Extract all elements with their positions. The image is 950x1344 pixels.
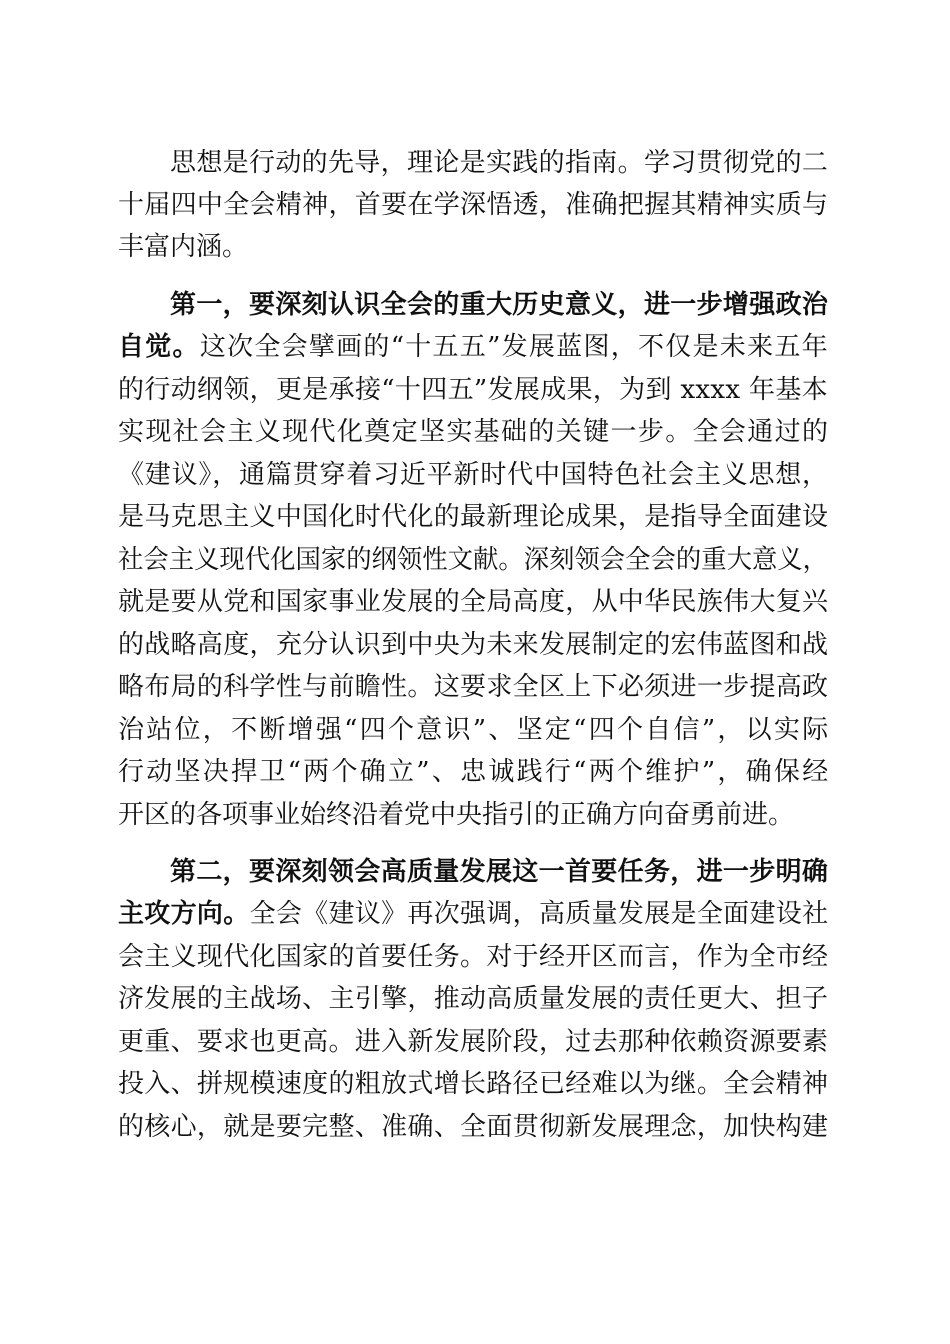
text-line: 的核心，就是要完整、准确、全面贯彻新发展理念，加快构建: [118, 1112, 829, 1142]
text-line: [170, 285, 828, 325]
text-line: 更重、要求也更高。进入新发展阶段，过去那种依赖资源要素: [118, 1027, 829, 1057]
text-line: 的战略高度，充分认识到中央为未来发展制定的宏伟蓝图和战: [118, 630, 829, 660]
bold-heading: 主攻方向。: [118, 899, 250, 929]
text-line: 丰富内涵。: [118, 232, 249, 262]
text-line: 就是要从党和国家事业发展的全局高度，从中华民族伟大复兴: [118, 587, 829, 617]
text-line: 济发展的主战场、主引擎，推动高质量发展的责任更大、担子: [118, 984, 829, 1014]
text-line: 的行动纲领，更是承接“十四五”发展成果，为到 xxxx 年基本: [118, 375, 828, 405]
text-line: 会主义现代化国家的首要任务。对于经开区而言，作为全市经: [118, 942, 829, 972]
bold-heading: 自觉。: [118, 332, 200, 362]
text-line: 社会主义现代化国家的纲领性文献。深刻领会全会的重大意义，: [118, 545, 829, 575]
text-line: 思想是行动的先导，理论是实践的指南。学习贯彻党的二: [170, 148, 829, 178]
text-line: 治站位，不断增强“四个意识”、坚定“四个自信”，以实际: [118, 715, 831, 745]
text-line: 《建议》，通篇贯穿着习近平新时代中国特色社会主义思想，: [118, 460, 829, 490]
text-line: 主攻方向。全会《建议》再次强调，高质量发展是全面建设社: [118, 899, 829, 929]
text-line: 自觉。这次全会擘画的“十五五”发展蓝图，不仅是未来五年: [118, 332, 829, 362]
bold-heading: 第二，要深刻领会高质量发展这一首要任务，进一步明确: [170, 857, 829, 887]
text-line: 开区的各项事业始终沿着党中央指引的正确方向奋勇前进。: [118, 800, 795, 830]
text-line: 十届四中全会精神，首要在学深悟透，准确把握其精神实质与: [118, 190, 829, 220]
text-line: 行动坚决捍卫“两个确立”、忠诚践行“两个维护”，确保经: [118, 757, 831, 787]
text-line: 投入、拼规模速度的粗放式增长路径已经难以为继。全会精神: [118, 1069, 829, 1099]
text-line: [170, 852, 828, 892]
text-line: 略布局的科学性与前瞻性。这要求全区上下必须进一步提高政: [118, 672, 829, 702]
text-line: 是马克思主义中国化时代化的最新理论成果，是指导全面建设: [118, 502, 829, 532]
bold-heading: 第一，要深刻认识全会的重大历史意义，进一步增强政治: [170, 290, 829, 320]
text-line: 实现社会主义现代化奠定坚实基础的关键一步。全会通过的: [118, 417, 830, 447]
